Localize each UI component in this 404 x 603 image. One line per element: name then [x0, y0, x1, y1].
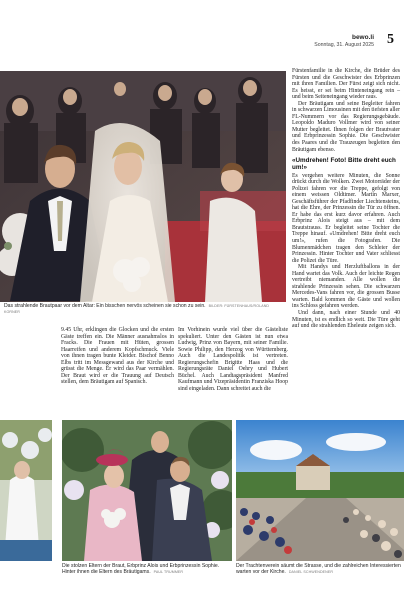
paragraph: Und dann, nach einer Stunde und 40 Minuten, ist es endlich so weit. Die Türe geht auf und die strahlenden Eheleute zeigen sich. — [292, 310, 400, 330]
paragraph: Mit Handys und Herzluftballons in der Hand wartet das Volk. Auch der leichte Regen vertreibt niemanden. Alle wollen die strahlende Prinzessin sehen. Die schwarzen Mercedes-Vans fahren vor, die grossen Busse warten. Bald kommen die Gäste und wollen ins Schloss gefahren werden. — [292, 264, 400, 310]
article-mid-column-right — [178, 327, 288, 392]
article-right-column — [292, 68, 400, 330]
issue-date: Sonntag, 31. August 2025 — [314, 42, 374, 48]
article-mid-column-left — [61, 327, 174, 386]
right-photo-credit: DANIEL SCHWENDENER — [288, 570, 334, 575]
page-header — [296, 34, 396, 50]
center-photo-caption-text: Die stolzen Eltern der Braut, Erbprinz Alois und Erbprinzessin Sophie. Hinter ihnen die Eltern des Bräutigams. — [62, 563, 220, 576]
center-photo-credit: PAUL TRUMMER — [153, 570, 184, 575]
paragraph: Es vergehen weitere Minuten, die Sonne drückt durch die Wolken. Zwei Motorräder der Polizei fahren vor die Treppe, gefolgt von einem weissen Oldtimer. Martin Marxer, Geschäftsführer der Pfadfinder Liechtensteins, hat die Ehre, der Prinzessin die Tür zu öffnen. Er habe das erst kurz davor erfahren. Auch Erbprinz Alois steigt aus – mit dem Brautstrauss. Er begleitet seine Tochter die Treppe hinauf. «Umdrehen! Bitte dreht euch um!», rufen die Fotografen. Die Blumenmädchen tragen den Schleier der Prinzessin. Hinter Tochter und Vater schliesst die Polizei die Türe. — [292, 172, 400, 264]
right-photo-caption — [236, 563, 402, 576]
right-photo-caption-text: Der Trachtenverein säumt die Strasse, und die zahlreichen Interessierten warten vor der Kirche. — [236, 563, 401, 576]
brand-name: bewo.li — [351, 34, 374, 41]
paragraph: Der Bräutigam und seine Begleiter fahren in schwarzen Limousinen mit den tiefsten aller FL-Nummern vor das Regierungsgebäude. Leopoldo Maduro Vollmer wird von seiner Mutter begleitet. Ihnen folgen der Brautvater und Erbprinzessin Sophie. Die Geschwister des Paares und die Trauzeugen begleiten den Bräutigam ebenso. — [292, 100, 400, 153]
subheading: «Umdrehen! Foto! Bitte dreht euch um!» — [292, 157, 396, 172]
paragraph: Im Vorhinein wurde viel über die Gästeliste spekuliert. Unter den Gästen ist nun etwa Ludwig, Prinz von Bayern, mit seiner Familie. Sowie Philipp, den Herzog von Württemberg. Auch die Landespolitik ist vertreten. Regierungschefin Brigitte Haas und die Regierungsräte Daniel Oehry und Hubert Büchel. Auch Landtagspräsident Manfred Kaufmann und Vizepräsidentin Franziska Hoop sind eingeladen. Dann schreitet auch die — [178, 327, 288, 392]
top-photo-caption — [4, 303, 286, 316]
paragraph: 9.45 Uhr, erklingen die Glocken und die ersten Gäste treffen ein. Die Männer ausnahmslos in Fracks. Die Frauen mit Hüten, grossen Haarreifen und anderem Kopfschmuck. Viele von ihnen tragen bunte Kleider. Bischof Benno Elbs tritt im Messgewand aus der Kirche und grüsst die Menge. Er wird das Paar vermählen. Der Braut wird er die Trauung auf Deutsch stellen, dem Bräutigam auf Spanisch. — [61, 327, 174, 386]
crowd-street-photo — [236, 420, 404, 561]
wedding-altar-photo — [0, 71, 286, 302]
paragraph: Fürstenfamilie in die Kirche, die Brüder des Fürsten und die Geschwister des Erbprinzen mit ihren Familien. Der Fürst zeigt sich nicht. Es heisst, er sei beim Hinteneingang rein – und beim Seiteneingang wieder raus. — [292, 68, 400, 101]
top-photo-caption-text: Das strahlende Brautpaar vor dem Altar: Ein bisschen nervös scheinen sie schon zu sein. — [4, 303, 206, 309]
page-number: 5 — [387, 32, 394, 47]
center-photo-caption — [62, 563, 232, 576]
bride-parents-photo — [62, 420, 232, 561]
top-photo-credit: BILDER: FÜRSTENHAUS/ROLAND KORNER — [4, 304, 270, 315]
bridesmaid-photo — [0, 420, 52, 561]
